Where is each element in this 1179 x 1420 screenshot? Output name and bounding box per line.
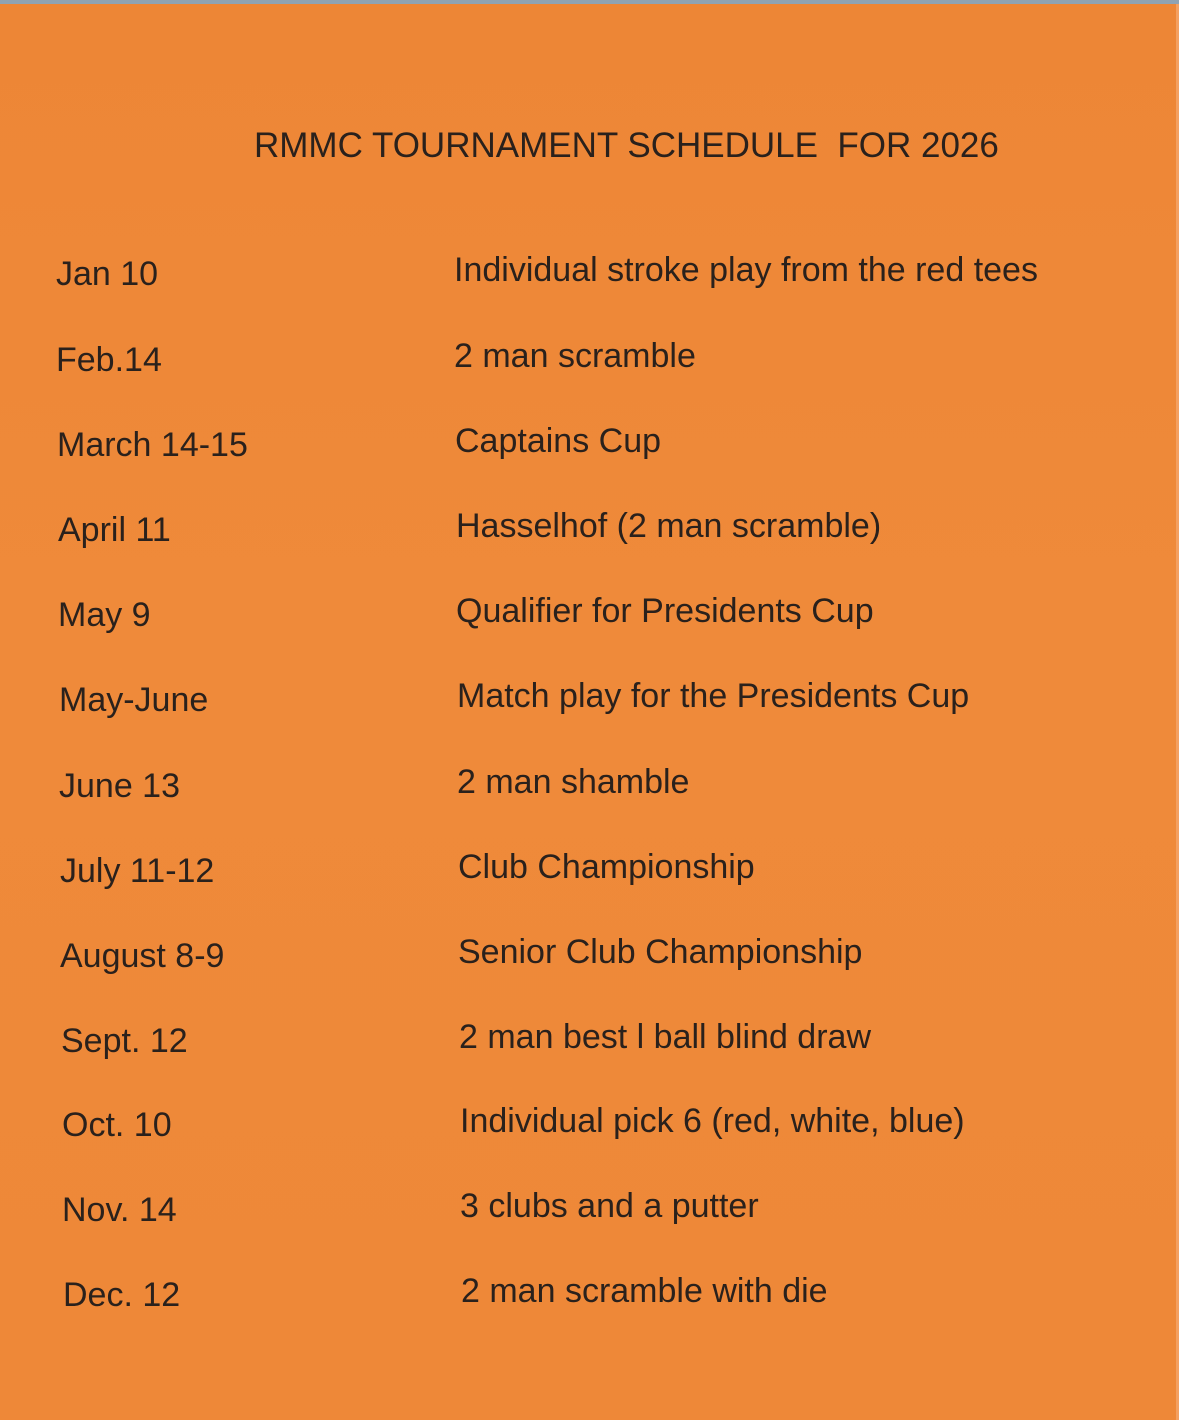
schedule-row (63, 1272, 1163, 1320)
schedule-date: June 13 (59, 767, 180, 805)
schedule-event: Captains Cup (455, 422, 662, 460)
schedule-row (62, 1187, 1162, 1235)
schedule-row (62, 1102, 1162, 1150)
page-title: RMMC TOURNAMENT SCHEDULE FOR 2026 (254, 126, 999, 165)
schedule-row (61, 1018, 1161, 1066)
schedule-event: 2 man scramble (454, 337, 696, 375)
schedule-date: July 11-12 (60, 852, 215, 890)
schedule-row (58, 507, 1158, 555)
schedule-row (59, 677, 1159, 725)
schedule-date: Feb.14 (56, 341, 162, 379)
schedule-event: Hasselhof (2 man scramble) (456, 507, 882, 545)
schedule-date: May 9 (58, 596, 151, 634)
schedule-row (58, 592, 1158, 640)
schedule-row (56, 251, 1156, 299)
schedule-date: Nov. 14 (62, 1191, 177, 1229)
schedule-event: 2 man best l ball blind draw (459, 1018, 872, 1056)
schedule-event: Senior Club Championship (458, 933, 863, 971)
schedule-event: 2 man scramble with die (461, 1272, 828, 1310)
schedule-date: Sept. 12 (61, 1022, 188, 1060)
schedule-row (56, 337, 1156, 385)
schedule-row (60, 933, 1160, 981)
schedule-date: Jan 10 (56, 255, 159, 293)
schedule-date: March 14-15 (57, 426, 248, 464)
schedule-date: August 8-9 (60, 937, 225, 975)
schedule-row (57, 422, 1157, 470)
schedule-date: May-June (59, 681, 209, 719)
schedule-event: Individual pick 6 (red, white, blue) (460, 1102, 965, 1140)
schedule-event: Qualifier for Presidents Cup (456, 592, 874, 630)
schedule-date: April 11 (58, 511, 171, 549)
schedule-event: Club Championship (458, 848, 755, 886)
schedule-event: Individual stroke play from the red tees (454, 251, 1038, 289)
schedule-date: Dec. 12 (63, 1276, 181, 1314)
schedule-row (60, 848, 1160, 896)
schedule-event: 2 man shamble (457, 763, 690, 801)
schedule-date: Oct. 10 (62, 1106, 172, 1144)
schedule-event: 3 clubs and a putter (460, 1187, 759, 1225)
schedule-row (59, 763, 1159, 811)
schedule-event: Match play for the Presidents Cup (457, 677, 970, 715)
